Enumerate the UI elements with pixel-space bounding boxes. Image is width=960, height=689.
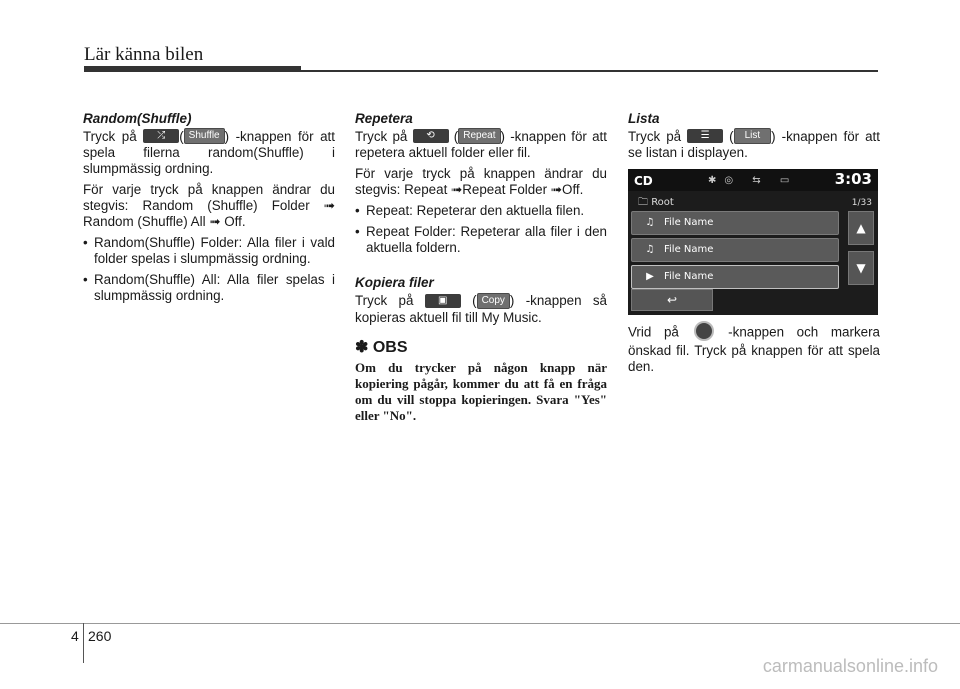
section-title-shuffle: Random(Shuffle) [83, 111, 192, 126]
shuffle-paragraph-2: För varje tryck på knappen ändrar du stegvis: Random (Shuffle) Folder ➟ Random (Shuffle) All ➟ Off. [83, 182, 335, 230]
column-list [628, 111, 880, 380]
section-title-list: Lista [628, 111, 660, 126]
save-icon: ▣ [425, 294, 461, 308]
copy-paragraph: Tryck på ▣ ( Copy ) -knappen så kopieras aktuell fil till My Music. [355, 293, 607, 325]
list-item: • Repeat: Repeterar den aktuella filen. [355, 203, 607, 219]
page-header-title: Lär känna bilen [84, 44, 204, 65]
shuffle-bullet-list [83, 235, 335, 304]
list-item: • Random(Shuffle) All: Alla filer spelas i slumpmässig ordning. [83, 272, 335, 304]
header-rule [84, 70, 878, 72]
tune-knob-icon [694, 321, 714, 341]
footer-rule [0, 623, 960, 624]
display-screenshot [628, 169, 878, 315]
list-item[interactable]: ♫ File Name [631, 211, 839, 235]
list-paragraph-1: Tryck på ☰ ( List ) -knappen för att se listan i displayen. [628, 129, 880, 161]
screen-source-label: CD [634, 174, 653, 189]
music-note-icon: ♫ [645, 217, 655, 229]
section-title-copy: Kopiera filer [355, 275, 434, 291]
screen-track-count: 1/33 [851, 198, 872, 209]
shuffle-icon: ⤮ [143, 129, 179, 143]
copy-label-button: Copy [477, 293, 510, 309]
shuffle-label-button: Shuffle [184, 128, 225, 144]
column-shuffle [83, 111, 335, 309]
list-item[interactable]: ▶ File Name [631, 265, 839, 289]
list-item: • Random(Shuffle) Folder: Alla filer i vald folder spelas i slumpmässig ordning. [83, 235, 335, 267]
list-item: • Repeat Folder: Repeterar alla filer i den aktuella foldern. [355, 224, 607, 256]
screen-time: 3:03 [834, 170, 872, 189]
repeat-paragraph-2: För varje tryck på knappen ändrar du stegvis: Repeat ➟Repeat Folder ➟Off. [355, 166, 607, 198]
list-item[interactable]: ♫ File Name [631, 238, 839, 262]
repeat-label-button: Repeat [458, 128, 500, 144]
list-icon: ☰ [687, 129, 723, 143]
section-title-repeat: Repetera [355, 111, 413, 126]
column-repeat-copy [355, 111, 607, 424]
music-note-icon: ♫ [645, 244, 655, 256]
obs-heading: ✽ OBS [355, 338, 408, 356]
page-number: 260 [88, 628, 112, 644]
screen-folder-label: 🗀 Root [638, 197, 674, 209]
obs-body: Om du trycker på någon knapp när kopiering pågår, kommer du att få en fråga om du vill stoppa kopieringen. Svara "Yes" eller "No". [355, 359, 607, 423]
play-icon: ▶ [646, 271, 654, 283]
scroll-up-button[interactable]: ▲ [848, 211, 874, 245]
chapter-number: 4 [71, 628, 79, 644]
watermark: carmanualsonline.info [762, 656, 938, 676]
repeat-paragraph-1: Tryck på ⟲ ( Repeat ) -knappen för att repetera aktuell folder eller fil. [355, 129, 607, 161]
folder-icon: 🗀 [638, 197, 648, 209]
scroll-down-button[interactable]: ▼ [848, 251, 874, 285]
back-button[interactable]: ↩ [631, 289, 713, 311]
repeat-bullet-list [355, 203, 607, 256]
shuffle-paragraph-1: Tryck på ⤮ ( Shuffle ) -knappen för att spela filerna random(Shuffle) i slumpmässig ordning. [83, 129, 335, 177]
bluetooth-icon: ✱◎ ⇆ ▭ [708, 175, 798, 187]
list-label-button: List [734, 128, 772, 144]
list-paragraph-2: Vrid på -knappen och markera önskad fil. Tryck på knappen för att spela den. [628, 323, 880, 375]
repeat-icon: ⟲ [413, 129, 449, 143]
footer-divider [83, 623, 84, 663]
